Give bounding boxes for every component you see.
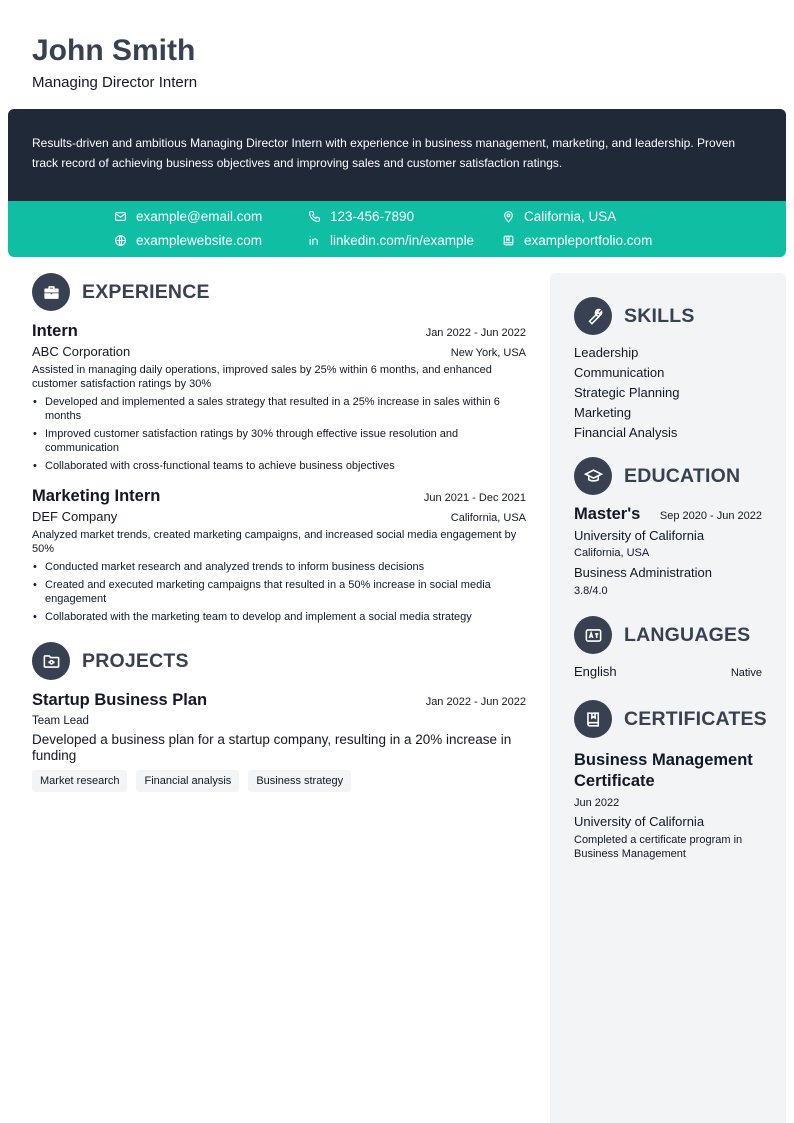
language-name: English [574, 664, 617, 679]
project-item [32, 691, 526, 792]
translate-icon [574, 616, 612, 654]
job-bullet: • Conducted market research and analyzed trends to inform business decisions [32, 560, 526, 574]
experience-title: EXPERIENCE [82, 280, 210, 303]
map-pin-icon [502, 210, 515, 223]
summary-panel [8, 109, 786, 201]
linkedin-icon [308, 234, 321, 247]
certificate-date: Jun 2022 [574, 797, 620, 809]
education-title: EDUCATION [624, 464, 741, 487]
contact-portfolio[interactable] [502, 233, 652, 248]
project-title: Startup Business Plan [32, 691, 208, 709]
job-bullet: • Created and executed marketing campaigns that resulted in a 50% increase in social media engagement [32, 578, 526, 606]
contact-phone[interactable] [308, 209, 414, 224]
skill-item: Communication [574, 365, 665, 380]
phone-icon [308, 210, 321, 223]
certificates-title: CERTIFICATES [624, 707, 767, 730]
job-bullets [32, 395, 526, 473]
contact-linkedin-text: linkedin.com/in/example [330, 233, 475, 248]
sidebar [550, 273, 786, 1123]
education-school: University of California [574, 528, 705, 543]
education-degree: Master's [574, 505, 641, 523]
main-column [32, 273, 526, 792]
job-bullets [32, 560, 526, 624]
job-date: Jan 2022 - Jun 2022 [425, 327, 526, 339]
project-tags [32, 770, 526, 792]
experience-heading [32, 273, 526, 311]
job-company: ABC Corporation [32, 344, 131, 359]
project-tag: Financial analysis [136, 770, 239, 792]
contact-location-text: California, USA [524, 209, 617, 224]
folder-icon [32, 642, 70, 680]
certificate-item [574, 750, 762, 861]
contact-phone-text: 123-456-7890 [330, 209, 415, 224]
experience-item [32, 487, 526, 624]
briefcase-icon [32, 273, 70, 311]
experience-item [32, 322, 526, 473]
education-heading [574, 457, 762, 495]
certificates-heading [574, 700, 767, 738]
project-tag: Market research [32, 770, 127, 792]
contact-email-text: example@email.com [136, 209, 263, 224]
skills-list [574, 343, 762, 443]
certificate-title: Business Management Certificate [574, 751, 753, 790]
candidate-role: Managing Director Intern [32, 74, 198, 91]
language-level: Native [730, 667, 762, 679]
contact-linkedin[interactable] [308, 233, 474, 248]
contact-website[interactable] [114, 233, 262, 248]
education-date: Sep 2020 - Jun 2022 [659, 510, 762, 522]
certificate-issuer: University of California [574, 814, 705, 829]
contact-location [502, 209, 616, 224]
graduation-cap-icon [574, 457, 612, 495]
job-bullet: • Improved customer satisfaction ratings by 30% through effective issue resolution and communication [32, 427, 526, 455]
job-description: Analyzed market trends, created marketing campaigns, and increased social media engagement by 50% [32, 529, 517, 555]
summary-text: Results-driven and ambitious Managing Director Intern with experience in business management, marketing, and leadership. Proven track record of achieving business objectives and improving sales and customer satisfaction ratings. [32, 136, 736, 170]
job-location: New York, USA [450, 347, 526, 359]
resume-header [32, 32, 197, 91]
job-bullet: • Collaborated with the marketing team to develop and implement a social media strategy [32, 610, 526, 624]
job-location: California, USA [450, 512, 526, 524]
languages-heading [574, 616, 762, 654]
project-date: Jan 2022 - Jun 2022 [425, 696, 526, 708]
projects-title: PROJECTS [82, 649, 189, 672]
job-date: Jun 2021 - Dec 2021 [423, 492, 526, 504]
skill-item: Leadership [574, 345, 639, 360]
job-description: Assisted in managing daily operations, improved sales by 25% within 6 months, and enhanced customer satisfaction ratings by 30% [32, 364, 492, 390]
contact-website-text: examplewebsite.com [136, 233, 263, 248]
wrench-icon [574, 297, 612, 335]
project-role: Team Lead [32, 715, 89, 727]
book-icon [574, 700, 612, 738]
envelope-icon [114, 210, 127, 223]
job-title: Marketing Intern [32, 487, 161, 505]
portfolio-icon [502, 234, 515, 247]
job-bullet: • Collaborated with cross-functional teams to achieve business objectives [32, 459, 526, 473]
language-item [574, 664, 762, 680]
certificate-description: Completed a certificate program in Business Management [574, 834, 743, 860]
skills-heading [574, 297, 762, 335]
education-item [574, 505, 762, 598]
skills-title: SKILLS [624, 304, 695, 327]
skill-item: Marketing [574, 405, 632, 420]
education-gpa: 3.8/4.0 [574, 585, 608, 597]
globe-icon [114, 234, 127, 247]
job-company: DEF Company [32, 509, 118, 524]
languages-title: LANGUAGES [624, 623, 751, 646]
job-bullet: • Developed and implemented a sales strategy that resulted in a 25% increase in sales within 6 months [32, 395, 526, 423]
project-description: Developed a business plan for a startup company, resulting in a 20% increase in funding [32, 732, 512, 763]
job-title: Intern [32, 322, 78, 340]
skill-item: Strategic Planning [574, 385, 680, 400]
skill-item: Financial Analysis [574, 425, 678, 440]
contact-email[interactable] [114, 209, 262, 224]
contact-portfolio-text: exampleportfolio.com [524, 233, 653, 248]
contact-bar [8, 201, 786, 257]
projects-heading [32, 642, 526, 680]
education-location: California, USA [574, 547, 650, 559]
education-field: Business Administration [574, 565, 713, 580]
project-tag: Business strategy [248, 770, 351, 792]
candidate-name: John Smith [32, 34, 196, 67]
